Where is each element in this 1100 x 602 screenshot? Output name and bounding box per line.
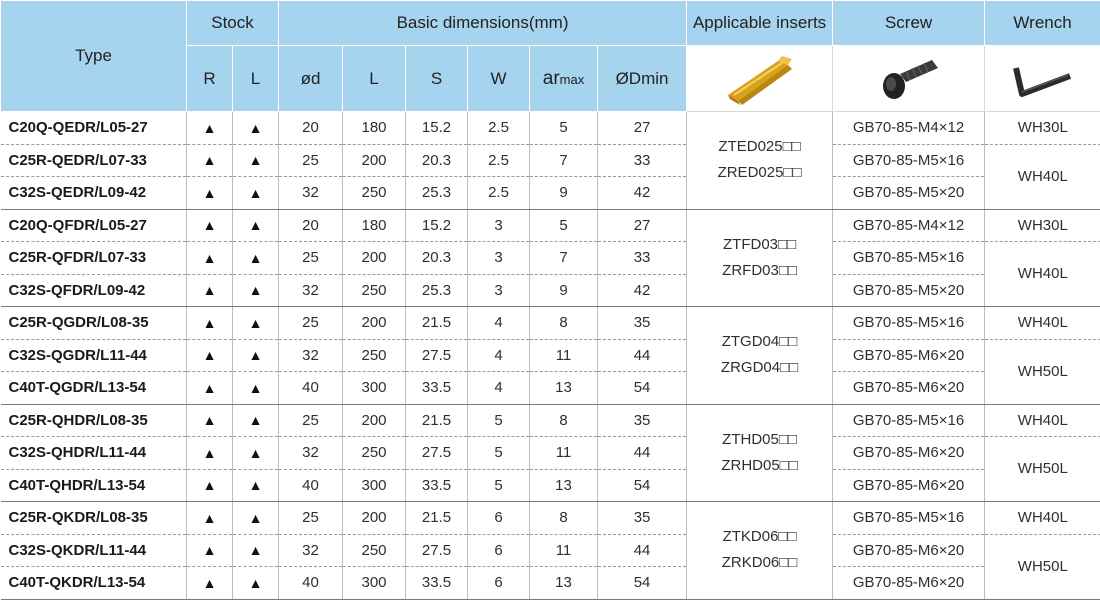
header-type: Type xyxy=(1,1,187,112)
type-cell: C32S-QKDR/L11-44 xyxy=(1,534,187,567)
header-l: L xyxy=(343,46,406,112)
inserts-cell xyxy=(687,502,833,600)
wrench-cell: WH30L xyxy=(985,209,1100,242)
insert-code: ZRED025□□ xyxy=(717,164,802,182)
od-cell: 40 xyxy=(279,372,343,405)
table-row xyxy=(1,339,1100,372)
stock-l-mark: ▲ xyxy=(233,437,279,470)
l-cell: 180 xyxy=(343,209,406,242)
l-cell: 250 xyxy=(343,274,406,307)
table-row xyxy=(1,502,1100,535)
ar-cell: 11 xyxy=(530,339,598,372)
stock-r-mark: ▲ xyxy=(187,209,233,242)
l-cell: 250 xyxy=(343,177,406,210)
screw-cell: GB70-85-M5×16 xyxy=(833,502,985,535)
ar-cell: 9 xyxy=(530,274,598,307)
stock-l-mark: ▲ xyxy=(233,339,279,372)
stock-r-mark: ▲ xyxy=(187,339,233,372)
stock-l-mark: ▲ xyxy=(233,502,279,535)
l-cell: 200 xyxy=(343,502,406,535)
s-cell: 21.5 xyxy=(406,404,468,437)
screw-cell: GB70-85-M5×16 xyxy=(833,242,985,275)
header-s: S xyxy=(406,46,468,112)
dmin-cell: 27 xyxy=(598,112,687,145)
l-cell: 180 xyxy=(343,112,406,145)
stock-r-mark: ▲ xyxy=(187,274,233,307)
insert-code: ZRHD05□□ xyxy=(721,456,798,474)
table-row xyxy=(1,567,1100,600)
type-cell: C40T-QKDR/L13-54 xyxy=(1,567,187,600)
od-cell: 20 xyxy=(279,112,343,145)
dmin-cell: 44 xyxy=(598,339,687,372)
type-cell: C25R-QHDR/L08-35 xyxy=(1,404,187,437)
inserts-cell xyxy=(687,112,833,210)
stock-l-mark: ▲ xyxy=(233,372,279,405)
s-cell: 15.2 xyxy=(406,112,468,145)
w-cell: 5 xyxy=(468,469,530,502)
od-cell: 20 xyxy=(279,209,343,242)
header-applicable-inserts: Applicable inserts xyxy=(687,1,833,46)
stock-l-mark: ▲ xyxy=(233,404,279,437)
screw-cell: GB70-85-M5×16 xyxy=(833,404,985,437)
stock-l-mark: ▲ xyxy=(233,534,279,567)
type-cell: C40T-QHDR/L13-54 xyxy=(1,469,187,502)
table-row xyxy=(1,372,1100,405)
w-cell: 3 xyxy=(468,209,530,242)
dmin-cell: 27 xyxy=(598,209,687,242)
od-cell: 25 xyxy=(279,307,343,340)
dmin-cell: 33 xyxy=(598,144,687,177)
screw-icon xyxy=(874,54,944,104)
w-cell: 6 xyxy=(468,534,530,567)
stock-l-mark: ▲ xyxy=(233,144,279,177)
stock-r-mark: ▲ xyxy=(187,307,233,340)
wrench-cell: WH50L xyxy=(985,534,1100,599)
dmin-cell: 44 xyxy=(598,534,687,567)
ar-cell: 8 xyxy=(530,307,598,340)
wrench-cell: WH50L xyxy=(985,339,1100,404)
od-cell: 40 xyxy=(279,469,343,502)
l-cell: 200 xyxy=(343,404,406,437)
stock-r-mark: ▲ xyxy=(187,567,233,600)
dmin-cell: 54 xyxy=(598,567,687,600)
inserts-cell xyxy=(687,404,833,502)
stock-r-mark: ▲ xyxy=(187,502,233,535)
ar-cell: 7 xyxy=(530,242,598,275)
table-row xyxy=(1,307,1100,340)
s-cell: 15.2 xyxy=(406,209,468,242)
s-cell: 20.3 xyxy=(406,242,468,275)
l-cell: 250 xyxy=(343,339,406,372)
table-row xyxy=(1,469,1100,502)
dmin-cell: 35 xyxy=(598,404,687,437)
type-cell: C25R-QFDR/L07-33 xyxy=(1,242,187,275)
table-row xyxy=(1,274,1100,307)
s-cell: 21.5 xyxy=(406,307,468,340)
table-row xyxy=(1,144,1100,177)
stock-l-mark: ▲ xyxy=(233,242,279,275)
stock-r-mark: ▲ xyxy=(187,534,233,567)
od-cell: 32 xyxy=(279,274,343,307)
table-row xyxy=(1,209,1100,242)
table-row xyxy=(1,177,1100,210)
ar-cell: 9 xyxy=(530,177,598,210)
type-cell: C32S-QFDR/L09-42 xyxy=(1,274,187,307)
stock-l-mark: ▲ xyxy=(233,567,279,600)
dmin-cell: 35 xyxy=(598,307,687,340)
s-cell: 25.3 xyxy=(406,274,468,307)
od-cell: 25 xyxy=(279,404,343,437)
w-cell: 2.5 xyxy=(468,112,530,145)
stock-l-mark: ▲ xyxy=(233,469,279,502)
wrench-cell: WH40L xyxy=(985,144,1100,209)
screw-cell: GB70-85-M5×20 xyxy=(833,274,985,307)
screw-cell: GB70-85-M6×20 xyxy=(833,437,985,470)
s-cell: 33.5 xyxy=(406,469,468,502)
type-cell: C25R-QKDR/L08-35 xyxy=(1,502,187,535)
dmin-cell: 44 xyxy=(598,437,687,470)
w-cell: 4 xyxy=(468,339,530,372)
od-cell: 32 xyxy=(279,534,343,567)
wrench-cell: WH30L xyxy=(985,112,1100,145)
insert-code: ZTFD03□□ xyxy=(723,235,797,253)
insert-code: ZTED025□□ xyxy=(718,138,801,156)
header-ar-sub: max xyxy=(559,71,585,87)
wrench-cell: WH40L xyxy=(985,307,1100,340)
od-cell: 25 xyxy=(279,242,343,275)
ar-cell: 5 xyxy=(530,209,598,242)
screw-cell: GB70-85-M5×16 xyxy=(833,144,985,177)
screw-image-cell xyxy=(833,46,985,112)
type-cell: C32S-QEDR/L09-42 xyxy=(1,177,187,210)
w-cell: 2.5 xyxy=(468,144,530,177)
ar-cell: 13 xyxy=(530,372,598,405)
screw-cell: GB70-85-M6×20 xyxy=(833,372,985,405)
header-w: W xyxy=(468,46,530,112)
wrench-image-cell xyxy=(985,46,1100,112)
insert-icon xyxy=(720,51,800,107)
screw-cell: GB70-85-M6×20 xyxy=(833,567,985,600)
l-cell: 300 xyxy=(343,567,406,600)
od-cell: 32 xyxy=(279,339,343,372)
wrench-cell: WH40L xyxy=(985,502,1100,535)
table-header xyxy=(1,1,1100,112)
wrench-cell: WH40L xyxy=(985,404,1100,437)
insert-code: ZTKD06□□ xyxy=(722,528,797,546)
l-cell: 300 xyxy=(343,372,406,405)
ar-cell: 8 xyxy=(530,404,598,437)
header-stock: Stock xyxy=(187,1,279,46)
header-stock-r: R xyxy=(187,46,233,112)
stock-r-mark: ▲ xyxy=(187,242,233,275)
od-cell: 32 xyxy=(279,437,343,470)
w-cell: 6 xyxy=(468,567,530,600)
stock-l-mark: ▲ xyxy=(233,307,279,340)
od-cell: 25 xyxy=(279,502,343,535)
s-cell: 21.5 xyxy=(406,502,468,535)
l-cell: 200 xyxy=(343,307,406,340)
stock-r-mark: ▲ xyxy=(187,112,233,145)
l-cell: 200 xyxy=(343,144,406,177)
header-dmin: ØDmin xyxy=(598,46,687,112)
type-cell: C25R-QEDR/L07-33 xyxy=(1,144,187,177)
dmin-cell: 54 xyxy=(598,372,687,405)
stock-r-mark: ▲ xyxy=(187,144,233,177)
w-cell: 5 xyxy=(468,437,530,470)
stock-r-mark: ▲ xyxy=(187,469,233,502)
stock-l-mark: ▲ xyxy=(233,177,279,210)
l-cell: 300 xyxy=(343,469,406,502)
w-cell: 6 xyxy=(468,502,530,535)
s-cell: 27.5 xyxy=(406,339,468,372)
insert-code: ZTHD05□□ xyxy=(722,430,797,448)
insert-code: ZRKD06□□ xyxy=(721,554,798,572)
w-cell: 4 xyxy=(468,307,530,340)
ar-cell: 13 xyxy=(530,567,598,600)
table-row xyxy=(1,404,1100,437)
type-cell: C32S-QHDR/L11-44 xyxy=(1,437,187,470)
screw-cell: GB70-85-M6×20 xyxy=(833,339,985,372)
dmin-cell: 42 xyxy=(598,177,687,210)
w-cell: 3 xyxy=(468,242,530,275)
type-cell: C20Q-QEDR/L05-27 xyxy=(1,112,187,145)
screw-cell: GB70-85-M5×20 xyxy=(833,177,985,210)
insert-code: ZTGD04□□ xyxy=(721,333,798,351)
header-screw: Screw xyxy=(833,1,985,46)
table-row xyxy=(1,534,1100,567)
wrench-cell: WH40L xyxy=(985,242,1100,307)
s-cell: 33.5 xyxy=(406,567,468,600)
stock-r-mark: ▲ xyxy=(187,177,233,210)
header-basic-dimensions: Basic dimensions(mm) xyxy=(279,1,687,46)
od-cell: 25 xyxy=(279,144,343,177)
w-cell: 4 xyxy=(468,372,530,405)
ar-cell: 11 xyxy=(530,534,598,567)
stock-l-mark: ▲ xyxy=(233,112,279,145)
l-cell: 250 xyxy=(343,437,406,470)
s-cell: 25.3 xyxy=(406,177,468,210)
l-cell: 200 xyxy=(343,242,406,275)
s-cell: 20.3 xyxy=(406,144,468,177)
table-row xyxy=(1,112,1100,145)
screw-cell: GB70-85-M4×12 xyxy=(833,209,985,242)
hex-wrench-icon xyxy=(1008,54,1078,104)
dmin-cell: 54 xyxy=(598,469,687,502)
screw-cell: GB70-85-M6×20 xyxy=(833,469,985,502)
table-body xyxy=(1,112,1100,600)
l-cell: 250 xyxy=(343,534,406,567)
s-cell: 27.5 xyxy=(406,437,468,470)
od-cell: 32 xyxy=(279,177,343,210)
w-cell: 3 xyxy=(468,274,530,307)
od-cell: 40 xyxy=(279,567,343,600)
dmin-cell: 42 xyxy=(598,274,687,307)
insert-code: ZRFD03□□ xyxy=(722,261,797,279)
ar-cell: 7 xyxy=(530,144,598,177)
type-cell: C25R-QGDR/L08-35 xyxy=(1,307,187,340)
type-cell: C40T-QGDR/L13-54 xyxy=(1,372,187,405)
w-cell: 2.5 xyxy=(468,177,530,210)
screw-cell: GB70-85-M4×12 xyxy=(833,112,985,145)
ar-cell: 11 xyxy=(530,437,598,470)
dmin-cell: 33 xyxy=(598,242,687,275)
header-stock-l: L xyxy=(233,46,279,112)
insert-code: ZRGD04□□ xyxy=(720,359,799,377)
stock-l-mark: ▲ xyxy=(233,209,279,242)
type-cell: C20Q-QFDR/L05-27 xyxy=(1,209,187,242)
header-wrench: Wrench xyxy=(985,1,1100,46)
stock-r-mark: ▲ xyxy=(187,372,233,405)
screw-cell: GB70-85-M6×20 xyxy=(833,534,985,567)
header-od: ød xyxy=(279,46,343,112)
s-cell: 27.5 xyxy=(406,534,468,567)
inserts-cell xyxy=(687,209,833,307)
s-cell: 33.5 xyxy=(406,372,468,405)
inserts-cell xyxy=(687,307,833,405)
table-row xyxy=(1,242,1100,275)
wrench-cell: WH50L xyxy=(985,437,1100,502)
screw-cell: GB70-85-M5×16 xyxy=(833,307,985,340)
type-cell: C32S-QGDR/L11-44 xyxy=(1,339,187,372)
header-ar-max xyxy=(530,46,598,112)
ar-cell: 13 xyxy=(530,469,598,502)
insert-image-cell xyxy=(687,46,833,112)
ar-cell: 5 xyxy=(530,112,598,145)
header-ar-main: ar xyxy=(542,67,560,89)
table-row xyxy=(1,437,1100,470)
w-cell: 5 xyxy=(468,404,530,437)
ar-cell: 8 xyxy=(530,502,598,535)
dmin-cell: 35 xyxy=(598,502,687,535)
stock-r-mark: ▲ xyxy=(187,437,233,470)
stock-r-mark: ▲ xyxy=(187,404,233,437)
stock-l-mark: ▲ xyxy=(233,274,279,307)
